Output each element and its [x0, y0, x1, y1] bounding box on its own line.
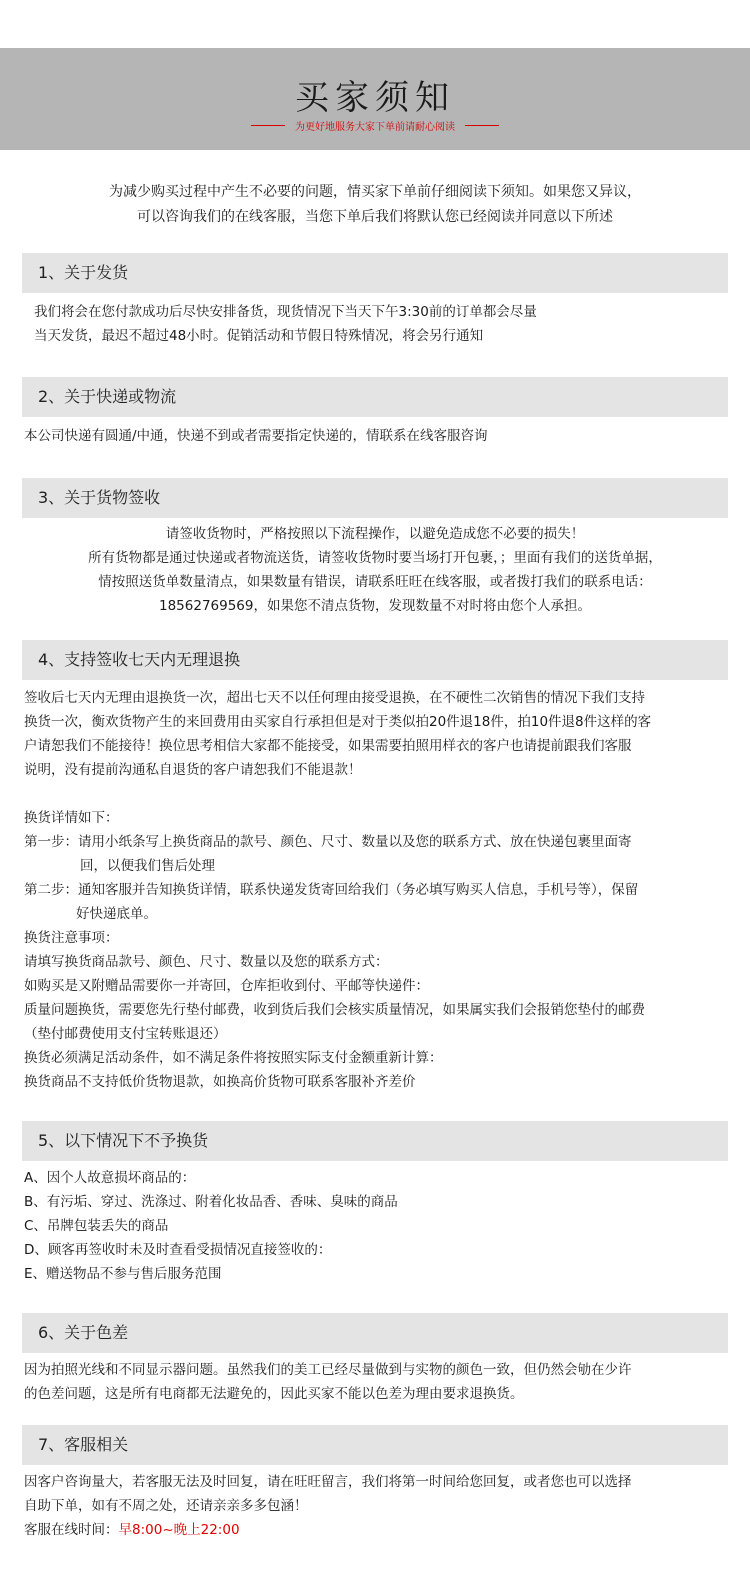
service-hours-value: 早8:00~晚上22:00 — [118, 1522, 240, 1538]
section-6-title: 6、关于色差 — [38, 1323, 129, 1342]
section-2-header — [22, 377, 728, 417]
section-1-line: 当天发货，最迟不超过48小时。促销活动和节假日特殊情况，将会另行通知 — [34, 328, 484, 344]
section-3-header — [22, 478, 728, 518]
exchange-note: 换货商品不支持低价货物退款，如换高价货物可联系客服补齐差价 — [24, 1074, 416, 1090]
service-hours-row — [24, 1518, 632, 1542]
section-5-header — [22, 1121, 728, 1161]
section-4-line: 户请恕我们不能接待！换位思考相信大家都不能接受，如果需要拍照用样衣的客户也请提前跟我们客服 — [24, 738, 632, 754]
section-5-body — [24, 1166, 398, 1286]
exchange-note: （垫付邮费使用支付宝转账退还） — [24, 1026, 227, 1042]
intro-line-2: 可以咨询我们的在线客服，当您下单后我们将默认您已经阅读并同意以下所述 — [137, 209, 613, 225]
section-7-body — [24, 1470, 632, 1542]
section-1-body — [34, 300, 537, 348]
step-1-label: 第一步： — [24, 834, 78, 850]
exchange-details — [24, 806, 645, 1094]
step-2-label: 第二步： — [24, 882, 78, 898]
section-3-body — [0, 522, 750, 618]
exchange-note: 如购买是又附赠品需要你一并寄回，仓库拒收到付、平邮等快递件： — [24, 978, 429, 994]
section-5-line: D、顾客再签收时未及时查看受损情况直接签收的： — [24, 1242, 332, 1258]
section-4-line: 签收后七天内无理由退换货一次，超出七天不以任何理由接受退换，在不硬性二次销售的情况下我们支持 — [24, 690, 645, 706]
step-1-row — [24, 830, 645, 854]
subtitle-rule-left — [251, 125, 285, 126]
step-1-continuation: 回，以便我们售后处理 — [80, 858, 215, 874]
intro-text — [0, 180, 750, 230]
service-hours-label: 客服在线时间： — [24, 1522, 119, 1538]
section-5-line: C、吊牌包装丢失的商品 — [24, 1218, 169, 1234]
exchange-note: 换货必须满足活动条件，如不满足条件将按照实际支付金额重新计算： — [24, 1050, 443, 1066]
section-6-body — [24, 1358, 632, 1406]
section-2-title: 2、关于快递或物流 — [38, 387, 177, 406]
section-3-line: 请签收货物时，严格按照以下流程操作，以避免造成您不必要的损失！ — [165, 526, 585, 542]
section-5-line: B、有污垢、穿过、洗涤过、附着化妆品香、香味、臭味的商品 — [24, 1194, 398, 1210]
section-4-line: 换货一次，衡欢货物产生的来回费用由买家自行承担但是对于类似拍20件退18件，拍10件退8件这样的客 — [24, 714, 652, 730]
section-4-body — [24, 686, 651, 782]
section-7-header — [22, 1425, 728, 1465]
section-3-line: 情按照送货单数量清点，如果数量有错误，请联系旺旺在线客服，或者拨打我们的联系电话： — [98, 574, 652, 590]
section-6-line: 因为拍照光线和不同显示器问题。虽然我们的美工已经尽量做到与实物的颜色一致，但仍然会劬在少许 — [24, 1362, 632, 1378]
page-title: 买家须知 — [295, 78, 455, 118]
section-4-title: 4、支持签收七天内无理退换 — [38, 650, 241, 669]
section-7-line: 自助下单，如有不周之处，还请亲亲多多包涵！ — [24, 1498, 308, 1514]
exchange-note: 换货注意事项： — [24, 930, 119, 946]
intro-line-1: 为减少购买过程中产生不必要的问题，情买家下单前仔细阅读下须知。如果您又异议， — [109, 184, 641, 200]
step-2-text: 通知客服并告知换货详情，联系快递发货寄回给我们（务必填写购买人信息，手机号等），保留 — [78, 882, 639, 898]
section-3-line: 所有货物都是通过快递或者物流送货，请签收货物时要当场打开包裹，；里面有我们的送货单据， — [88, 550, 662, 566]
section-7-title: 7、客服相关 — [38, 1435, 129, 1454]
section-6-header — [22, 1313, 728, 1353]
section-6-line: 的色差问题，这是所有电商都无法避免的，因此买家不能以色差为理由要求退换货。 — [24, 1386, 524, 1402]
section-5-line: A、因个人故意损坏商品的： — [24, 1170, 196, 1186]
section-1-header — [22, 253, 728, 293]
subtitle-text: 为更好地服务大家下单前请耐心阅读 — [295, 122, 455, 133]
exchange-details-title: 换货详情如下： — [24, 810, 119, 826]
section-7-line: 因客户咨询量大，若客服无法及时回复，请在旺旺留言，我们将第一时间给您回复，或者您也可以选择 — [24, 1474, 632, 1490]
section-4-line: 说明，没有提前沟通私自退货的客户请恕我们不能退款！ — [24, 762, 362, 778]
section-3-line: 18562769569，如果您不清点货物，发现数量不对时将由您个人承担。 — [159, 598, 591, 614]
section-3-title: 3、关于货物签收 — [38, 488, 161, 507]
section-5-title: 5、以下情况下不予换货 — [38, 1131, 209, 1150]
step-2-row — [24, 878, 645, 902]
section-2-body — [24, 424, 488, 448]
step-2-continuation: 好快递底单。 — [76, 906, 157, 922]
step-1-text: 请用小纸条写上换货商品的款号、颜色、尺寸、数量以及您的联系方式、放在快递包裹里面寄 — [78, 834, 632, 850]
section-5-line: E、赠送物品不参与售后服务范围 — [24, 1266, 222, 1282]
exchange-note: 质量问题换货，需要您先行垫付邮费，收到货后我们会核实质量情况，如果属实我们会报销您垫付的邮费 — [24, 1002, 645, 1018]
exchange-note: 请填写换货商品款号、颜色、尺寸、数量以及您的联系方式： — [24, 954, 389, 970]
header-subtitle — [0, 118, 750, 133]
section-4-header — [22, 640, 728, 680]
section-1-title: 1、关于发货 — [38, 263, 129, 282]
subtitle-rule-right — [465, 125, 499, 126]
section-2-line: 本公司快递有圆通/中通，快递不到或者需要指定快递的，情联系在线客服咨询 — [24, 428, 488, 444]
section-1-line: 我们将会在您付款成功后尽快安排备货，现货情况下当天下午3:30前的订单都会尽量 — [34, 304, 537, 320]
